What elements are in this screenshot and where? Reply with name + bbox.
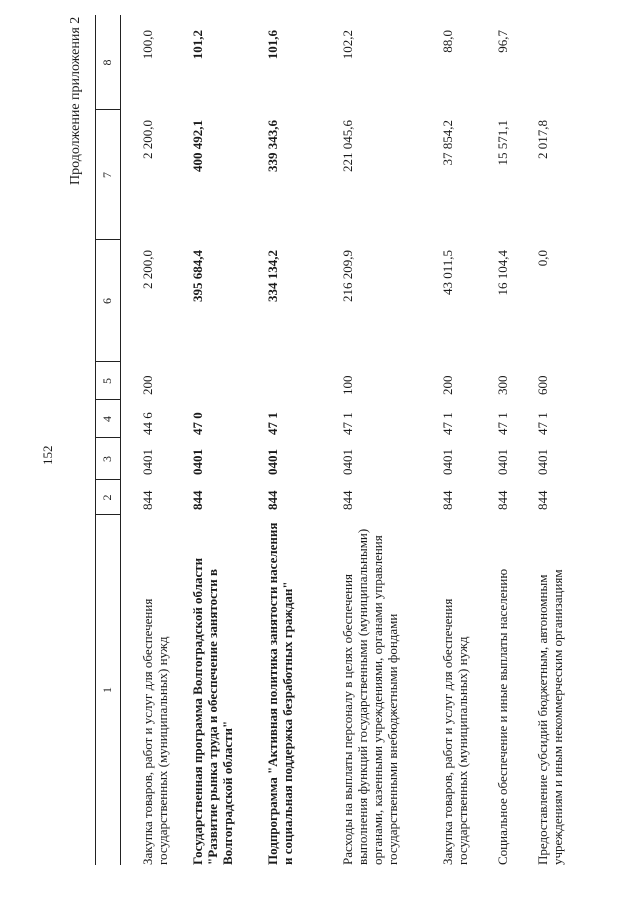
continuation-label: Продолжение приложения 2 (68, 16, 83, 185)
row-actual: 15 571,1 (495, 120, 510, 166)
row-code: 844 (340, 490, 355, 510)
header-col-1: 1 (100, 687, 114, 693)
header-col-7: 7 (100, 172, 114, 178)
row-name: Закупка товаров, работ и услуг для обеспечения государственных (муниципальных) нужд (440, 598, 470, 865)
row-section: 0401 (190, 449, 205, 475)
row-percent: 102,2 (340, 30, 355, 60)
row-section: 0401 (535, 449, 550, 475)
row-expense-type: 100 (340, 375, 355, 395)
row-name: Предоставление субсидий бюджетным, автономным учреждениям и иным некоммерческим организациям (535, 569, 565, 865)
row-expense-type: 300 (495, 375, 510, 395)
row-target: 47 1 (535, 412, 550, 435)
row-planned: 0,0 (535, 250, 550, 267)
row-name: Государственная программа Волгоградской области "Развитие рынка труда и обеспечение занятости в Волгоградской области" (190, 557, 235, 865)
row-target: 44 6 (140, 412, 155, 435)
row-code: 844 (440, 490, 455, 510)
row-planned: 334 134,2 (265, 250, 280, 302)
row-code: 844 (140, 490, 155, 510)
row-code: 844 (535, 490, 550, 510)
header-col-5: 5 (100, 378, 114, 384)
row-section: 0401 (140, 449, 155, 475)
row-code: 844 (265, 490, 280, 510)
header-col-4: 4 (100, 416, 114, 422)
row-planned: 2 200,0 (140, 250, 155, 289)
table-header-bottom-border (120, 15, 121, 865)
row-code: 844 (495, 490, 510, 510)
row-percent: 88,0 (440, 30, 455, 53)
row-planned: 395 684,4 (190, 250, 205, 302)
row-name: Подпрограмма "Активная политика занятости населения и социальная поддержка безработных граждан" (265, 522, 295, 865)
row-planned: 16 104,4 (495, 250, 510, 296)
row-actual: 2 200,0 (140, 120, 155, 159)
row-target: 47 0 (190, 412, 205, 435)
row-section: 0401 (440, 449, 455, 475)
row-expense-type: 600 (535, 375, 550, 395)
row-actual: 221 045,6 (340, 120, 355, 172)
row-section: 0401 (340, 449, 355, 475)
row-target: 47 1 (495, 412, 510, 435)
header-col-3: 3 (100, 456, 114, 462)
row-actual: 2 017,8 (535, 120, 550, 159)
page-number: 152 (40, 445, 55, 465)
header-col-2: 2 (100, 494, 114, 501)
row-expense-type: 200 (440, 375, 455, 395)
row-name: Расходы на выплаты персоналу в целях обеспечения выполнения функций государственными (муниципальными) органами, казенными учреждениями, органами управления государственными внебюджетными фондами (340, 528, 400, 865)
row-code: 844 (190, 490, 205, 510)
row-percent: 100,0 (140, 30, 155, 60)
row-name: Закупка товаров, работ и услуг для обеспечения государственных (муниципальных) нужд (140, 598, 170, 865)
row-actual: 37 854,2 (440, 120, 455, 166)
row-target: 47 1 (440, 412, 455, 435)
row-name: Социальное обеспечение и иные выплаты населению (495, 568, 510, 865)
row-expense-type: 200 (140, 375, 155, 395)
table-header-top-border (95, 15, 96, 865)
row-percent: 101,2 (190, 30, 205, 60)
row-section: 0401 (265, 449, 280, 475)
row-percent: 101,6 (265, 30, 280, 60)
row-section: 0401 (495, 449, 510, 475)
row-planned: 216 209,9 (340, 250, 355, 302)
row-actual: 339 343,6 (265, 120, 280, 172)
row-percent: 96,7 (495, 30, 510, 53)
row-actual: 400 492,1 (190, 120, 205, 172)
row-planned: 43 011,5 (440, 250, 455, 296)
row-target: 47 1 (265, 412, 280, 435)
row-target: 47 1 (340, 412, 355, 435)
header-col-8: 8 (100, 59, 114, 66)
header-col-6: 6 (100, 298, 114, 304)
